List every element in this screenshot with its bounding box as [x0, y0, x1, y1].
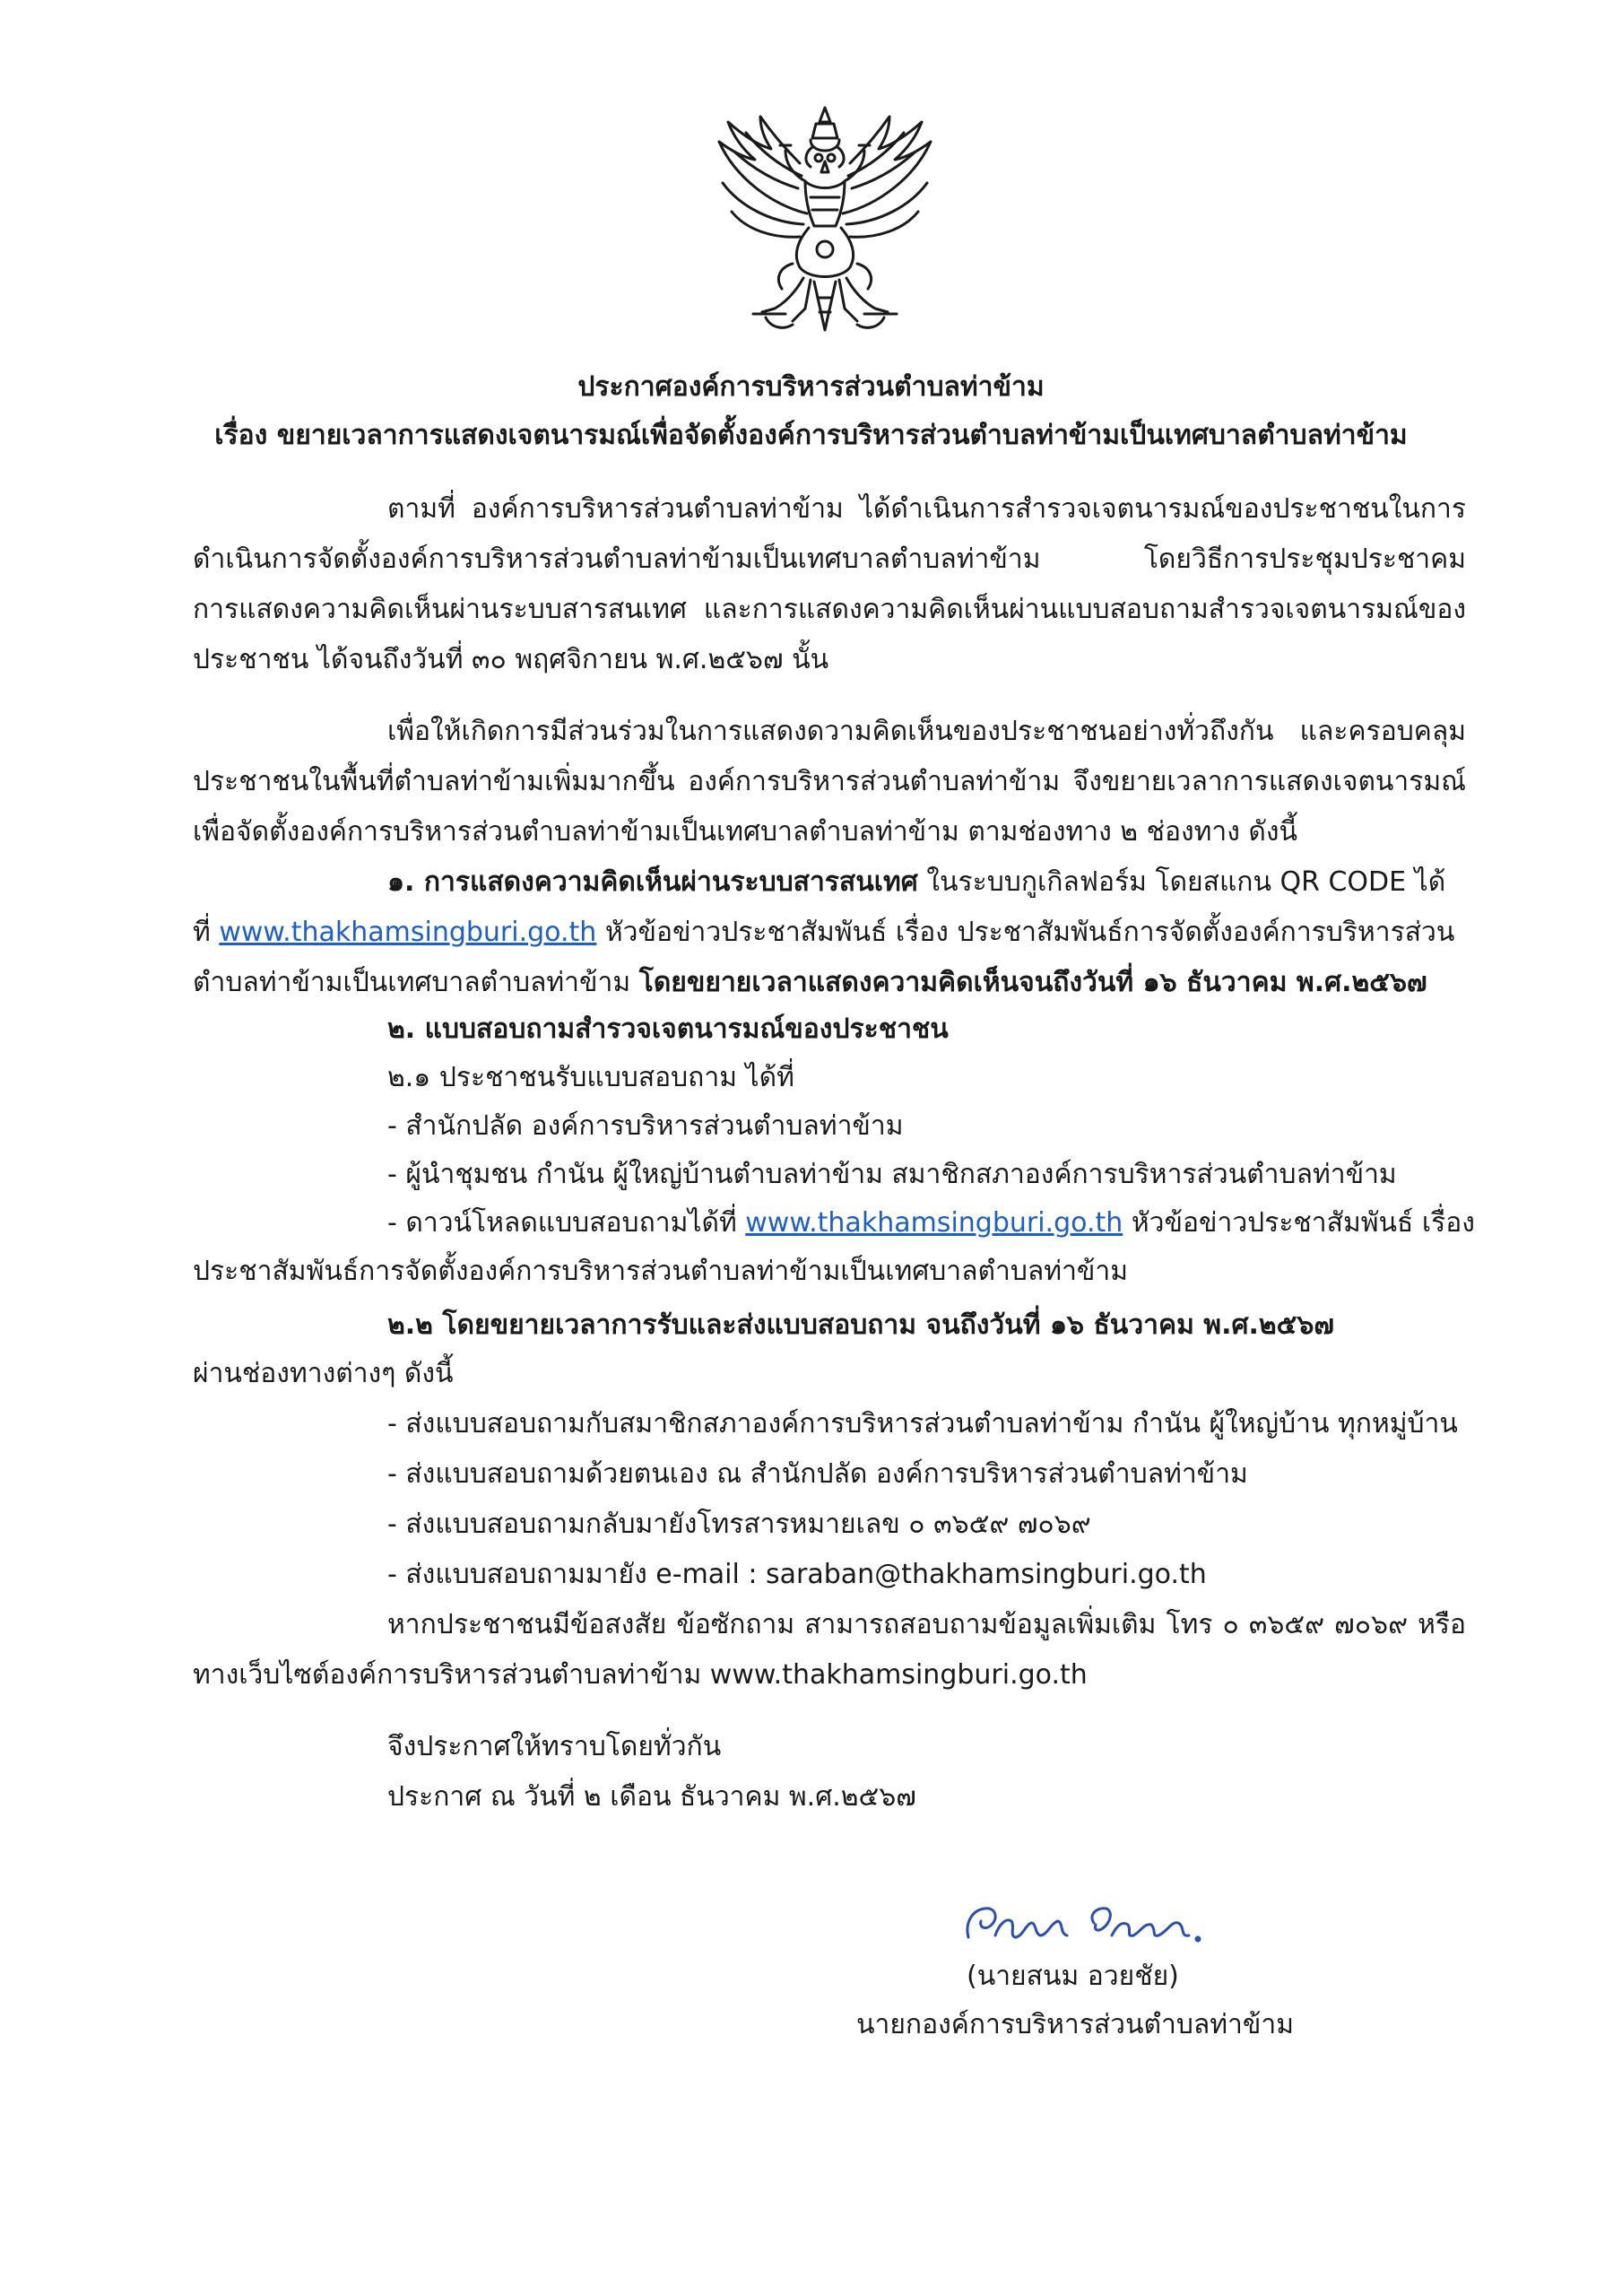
para1-line-2: ดำเนินการจัดตั้งองค์การบริหารส่วนตำบลท่าข้ามเป็นเทศบาลตำบลท่าข้าม โดยวิธีการประชุมประชาคม	[193, 544, 1466, 575]
item2-2-heading: ๒.๒ โดยขยายเวลาการรับและส่งแบบสอบถาม จนถึงวันที่ ๑๖ ธันวาคม พ.ศ.๒๕๖๗	[387, 1309, 1334, 1341]
download-prefix: - ดาวน์โหลดแบบสอบถามได้ที่	[387, 1207, 746, 1239]
closing-date: ประกาศ ณ วันที่ ๒ เดือน ธันวาคม พ.ศ.๒๕๖๗	[387, 1781, 916, 1813]
download-website-link[interactable]: www.thakhamsingburi.go.th	[745, 1207, 1123, 1239]
item1-heading: ๑. การแสดงความคิดเห็นผ่านระบบสารสนเทศ	[387, 866, 918, 898]
handwritten-signature	[959, 1891, 1228, 1955]
item2-heading: ๒. แบบสอบถามสำรวจเจตนารมณ์ของประชาชน	[387, 1013, 949, 1045]
para1-line-1: ตามที่ องค์การบริหารส่วนตำบลท่าข้าม ได้ดำเนินการสำรวจเจตนารมณ์ของประชาชนในการ	[387, 493, 1466, 525]
para2-line-1: เพื่อให้เกิดการมีส่วนร่วมในการแสดงดวามคิดเห็นของประชาชนอย่างทั่วถึงกัน และครอบคลุม	[387, 716, 1466, 747]
announcement-subject: เรื่อง ขยายเวลาการแสดงเจตนารมณ์เพื่อจัดตั้งองค์การบริหารส่วนตำบลท่าข้ามเป็นเทศบาลตำบลท่าข้าม	[214, 420, 1408, 451]
para1-line-3: การแสดงความคิดเห็นผ่านระบบสารสนเทศ และการแสดงความคิดเห็นผ่านแบบสอบถามสำรวจเจตนารมณ์ของ	[193, 594, 1466, 625]
item1-line-2	[193, 915, 1466, 951]
contact-line-2: ทางเว็บไซต์องค์การบริหารส่วนตำบลท่าข้าม www.thakhamsingburi.go.th	[193, 1659, 1088, 1691]
para1-line-4: ประชาชน ได้จนถึงวันที่ ๓๐ พฤศจิกายน พ.ศ.๒๕๖๗ นั้น	[193, 644, 829, 675]
signer-name: (นายสนม อวยชัย)	[967, 1961, 1179, 1992]
item1-line2-rest: หัวข้อข่าวประชาสัมพันธ์ เรื่อง ประชาสัมพันธ์การจัดตั้งองค์การบริหารส่วน	[596, 917, 1455, 948]
item2-1-bullet-2: - ผู้นำชุมชน กำนัน ผู้ใหญ่บ้านตำบลท่าข้าม สมาชิกสภาองค์การบริหารส่วนตำบลท่าข้าม	[387, 1159, 1397, 1190]
para2-line-2: ประชาชนในพื้นที่ตำบลท่าข้ามเพิ่มมากขึ้น องค์การบริหารส่วนตำบลท่าข้าม จึงขยายเวลาการแสดงเจตนารมณ์	[193, 766, 1466, 797]
garuda-emblem-icon	[699, 106, 950, 341]
item2-2-bullet-2: - ส่งแบบสอบถามด้วยตนเอง ณ สำนักปลัด องค์การบริหารส่วนตำบลท่าข้าม	[387, 1458, 1248, 1490]
download-rest: หัวข้อข่าวประชาสัมพันธ์ เรื่อง	[1123, 1207, 1475, 1239]
item2-2-bullet-3: - ส่งแบบสอบถามกลับมายังโทรสารหมายเลข ๐ ๓๖๕๙ ๗๐๖๙	[387, 1509, 1091, 1540]
item2-1-bullet-3-cont: ประชาสัมพันธ์การจัดตั้งองค์การบริหารส่วนตำบลท่าข้ามเป็นเทศบาลตำบลท่าข้าม	[193, 1256, 1129, 1287]
item2-1-heading: ๒.๑ ประชาชนรับแบบสอบถาม ได้ที่	[387, 1062, 794, 1093]
signer-position: นายกองค์การบริหารส่วนตำบลท่าข้าม	[856, 2009, 1295, 2040]
item2-1-bullet-3	[387, 1205, 1622, 1241]
item1-line3-plain: ตำบลท่าข้ามเป็นเทศบาลตำบลท่าข้าม	[193, 967, 639, 998]
contact-line-1: หากประชาชนมีข้อสงสัย ข้อซักถาม สามารถสอบถามข้อมูลเพิ่มเติม โทร ๐ ๓๖๕๙ ๗๐๖๙ หรือ	[387, 1609, 1466, 1640]
para2-line-3: เพื่อจัดตั้งองค์การบริหารส่วนตำบลท่าข้ามเป็นเทศบาลตำบลท่าข้าม ตามช่องทาง ๒ ช่องทาง ดังนี้	[193, 816, 1298, 848]
announcement-title: ประกาศองค์การบริหารส่วนตำบลท่าข้าม	[577, 371, 1045, 403]
item1-line2-prefix: ที่	[193, 917, 220, 948]
website-link[interactable]: www.thakhamsingburi.go.th	[219, 917, 597, 948]
item2-1-bullet-1: - สำนักปลัด องค์การบริหารส่วนตำบลท่าข้าม	[387, 1110, 904, 1142]
item2-2-bullet-4: - ส่งแบบสอบถามมายัง e-mail : saraban@thakhamsingburi.go.th	[387, 1559, 1207, 1590]
item1-line-3	[193, 965, 1466, 1001]
closing-announce: จึงประกาศให้ทราบโดยทั่วกัน	[387, 1731, 722, 1762]
item1-line1-rest: ในระบบกูเกิลฟอร์ม โดยสแกน QR CODE ได้	[917, 866, 1446, 898]
item1-line-1	[387, 865, 1466, 900]
item1-deadline: โดยขยายเวลาแสดงความคิดเห็นจนถึงวันที่ ๑๖ ธันวาคม พ.ศ.๒๕๖๗	[638, 967, 1427, 998]
item2-2-bullet-1: - ส่งแบบสอบถามกับสมาชิกสภาองค์การบริหารส่วนตำบลท่าข้าม กำนัน ผู้ใหญ่บ้าน ทุกหมู่บ้าน	[387, 1408, 1458, 1439]
item2-2-cont: ผ่านช่องทางต่างๆ ดังนี้	[193, 1358, 454, 1389]
